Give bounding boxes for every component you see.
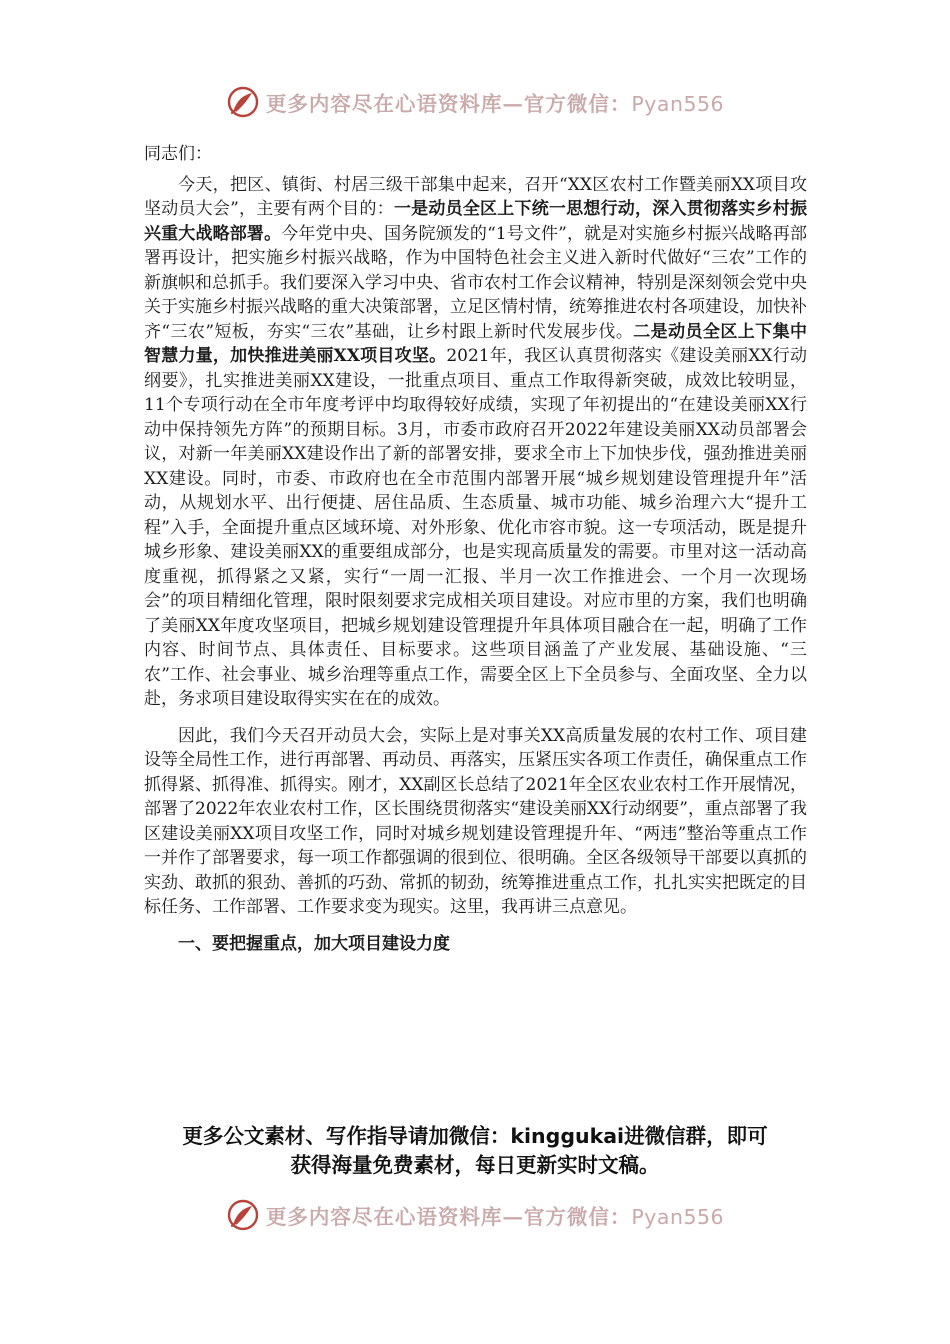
footer-banner bbox=[0, 1195, 950, 1235]
paragraph-1 bbox=[144, 173, 807, 712]
paragraph-1-body-b: 2021年，我区认真贯彻落实《建设美丽XX行动纲要》，扎实推进美丽XX建设，一批重点项目、重点工作取得新突破，成效比较明显，11个专项行动在全市年度考评中均取得较好成绩，实现了年初提出的“在建设美丽XX行动中保持领先方阵”的预期目标。3月，市委市政府召开2022年建设美丽XX动员部署会议，对新一年美丽XX建设作出了新的部署安排，要求全市上下加快步伐，强劲推进美丽XX建设。同时，市委、市政府也在全市范围内部署开展“城乡规划建设管理提升年”活动，从规划水平、出行便捷、居住品质、生态质量、城市功能、城乡治理六大“提升工程”入手，全面提升重点区域环境、对外形象、优化市容市貌。这一专项活动，既是提升城乡形象、建设美丽XX的重要组成部分，也是实现高质量发的需要。市里对这一活动高度重视，抓得紧之又紧，实行“一周一汇报、半月一次工作推进会、一个月一次现场会”的项目精细化管理，限时限刻要求完成相关项目建设。对应市里的方案，我们也明确了美丽XX年度攻坚项目，把城乡规划建设管理提升年具体项目融合在一起，明确了工作内容、时间节点、具体责任、目标要求。这些项目涵盖了产业发展、基础设施、“三农”工作、社会事业、城乡治理等重点工作，需要全区上下全员参与、全面攻坚、全力以赴，务求项目建设取得实实在在的成效。 bbox=[144, 346, 807, 709]
brand-logo-icon bbox=[226, 85, 260, 119]
paragraph-1-intro: 今天，把区、镇街、村居三级干部集中起来，召开“XX区农村工作暨美丽XX项目攻坚动员大会”，主要有两个目的： bbox=[144, 174, 807, 219]
greeting: 同志们： bbox=[144, 144, 212, 164]
header-banner bbox=[0, 82, 950, 122]
header-banner-text bbox=[266, 87, 724, 117]
promo-notice bbox=[120, 1122, 830, 1180]
promo-line-2: 获得海量免费素材，每日更新实时文稿。 bbox=[290, 1153, 660, 1177]
header-banner-label: 更多内容尽在心语资料库—官方微信： bbox=[265, 92, 632, 116]
footer-wechat-id: Pyan556 bbox=[631, 1205, 725, 1229]
paragraph-1-point-one: 一是动员全区上下统一思想行动，深入贯彻落实乡村振兴重大战略部署。 bbox=[144, 199, 807, 244]
paragraph-1-point-two: 二是动员全区上下集中智慧力量，加快推进美丽XX项目攻坚。 bbox=[144, 321, 808, 366]
footer-banner-label: 更多内容尽在心语资料库—官方微信： bbox=[265, 1205, 632, 1229]
brand-logo-icon bbox=[226, 1198, 260, 1232]
footer-banner-text bbox=[266, 1200, 724, 1230]
header-wechat-id: Pyan556 bbox=[631, 92, 725, 116]
paragraph-1-body-a: 今年党中央、国务院颁发的“1号文件”，就是对实施乡村振兴战略再部署再设计，把实施乡村振兴战略，作为中国特色社会主义进入新时代做好“三农”工作的新旗帜和总抓手。我们要深入学习中央、省市农村工作会议精神，特别是深刻领会党中央关于实施乡村振兴战略的重大决策部署，立足区情村情，统筹推进农村各项建设，加快补齐“三农”短板，夯实“三农”基础，让乡村跟上新时代发展步伐。 bbox=[144, 223, 808, 342]
document-body bbox=[144, 142, 807, 956]
promo-line-1: 更多公文素材、写作指导请加微信：kinggukai进微信群，即可 bbox=[182, 1124, 768, 1148]
paragraph-2: 因此，我们今天召开动员大会，实际上是对事关XX高质量发展的农村工作、项目建设等全局性工作，进行再部署、再动员、再落实，压紧压实各项工作责任，确保重点工作抓得紧、抓得准、抓得实。刚才，XX副区长总结了2021年全区农业农村工作开展情况，部署了2022年农业农村工作，区长围绕贯彻落实“建设美丽XX行动纲要”，重点部署了我区建设美丽XX项目攻坚工作，同时对城乡规划建设管理提升年、“两违”整治等重点工作一并作了部署要求，每一项工作都强调的很到位、很明确。全区各级领导干部要以真抓的实劲、敢抓的狠劲、善抓的巧劲、常抓的韧劲，统筹推进重点工作，扎扎实实把既定的目标任务、工作部署、工作要求变为现实。这里，我再讲三点意见。 bbox=[144, 725, 807, 917]
section-heading-1: 一、要把握重点，加大项目建设力度 bbox=[178, 933, 450, 954]
